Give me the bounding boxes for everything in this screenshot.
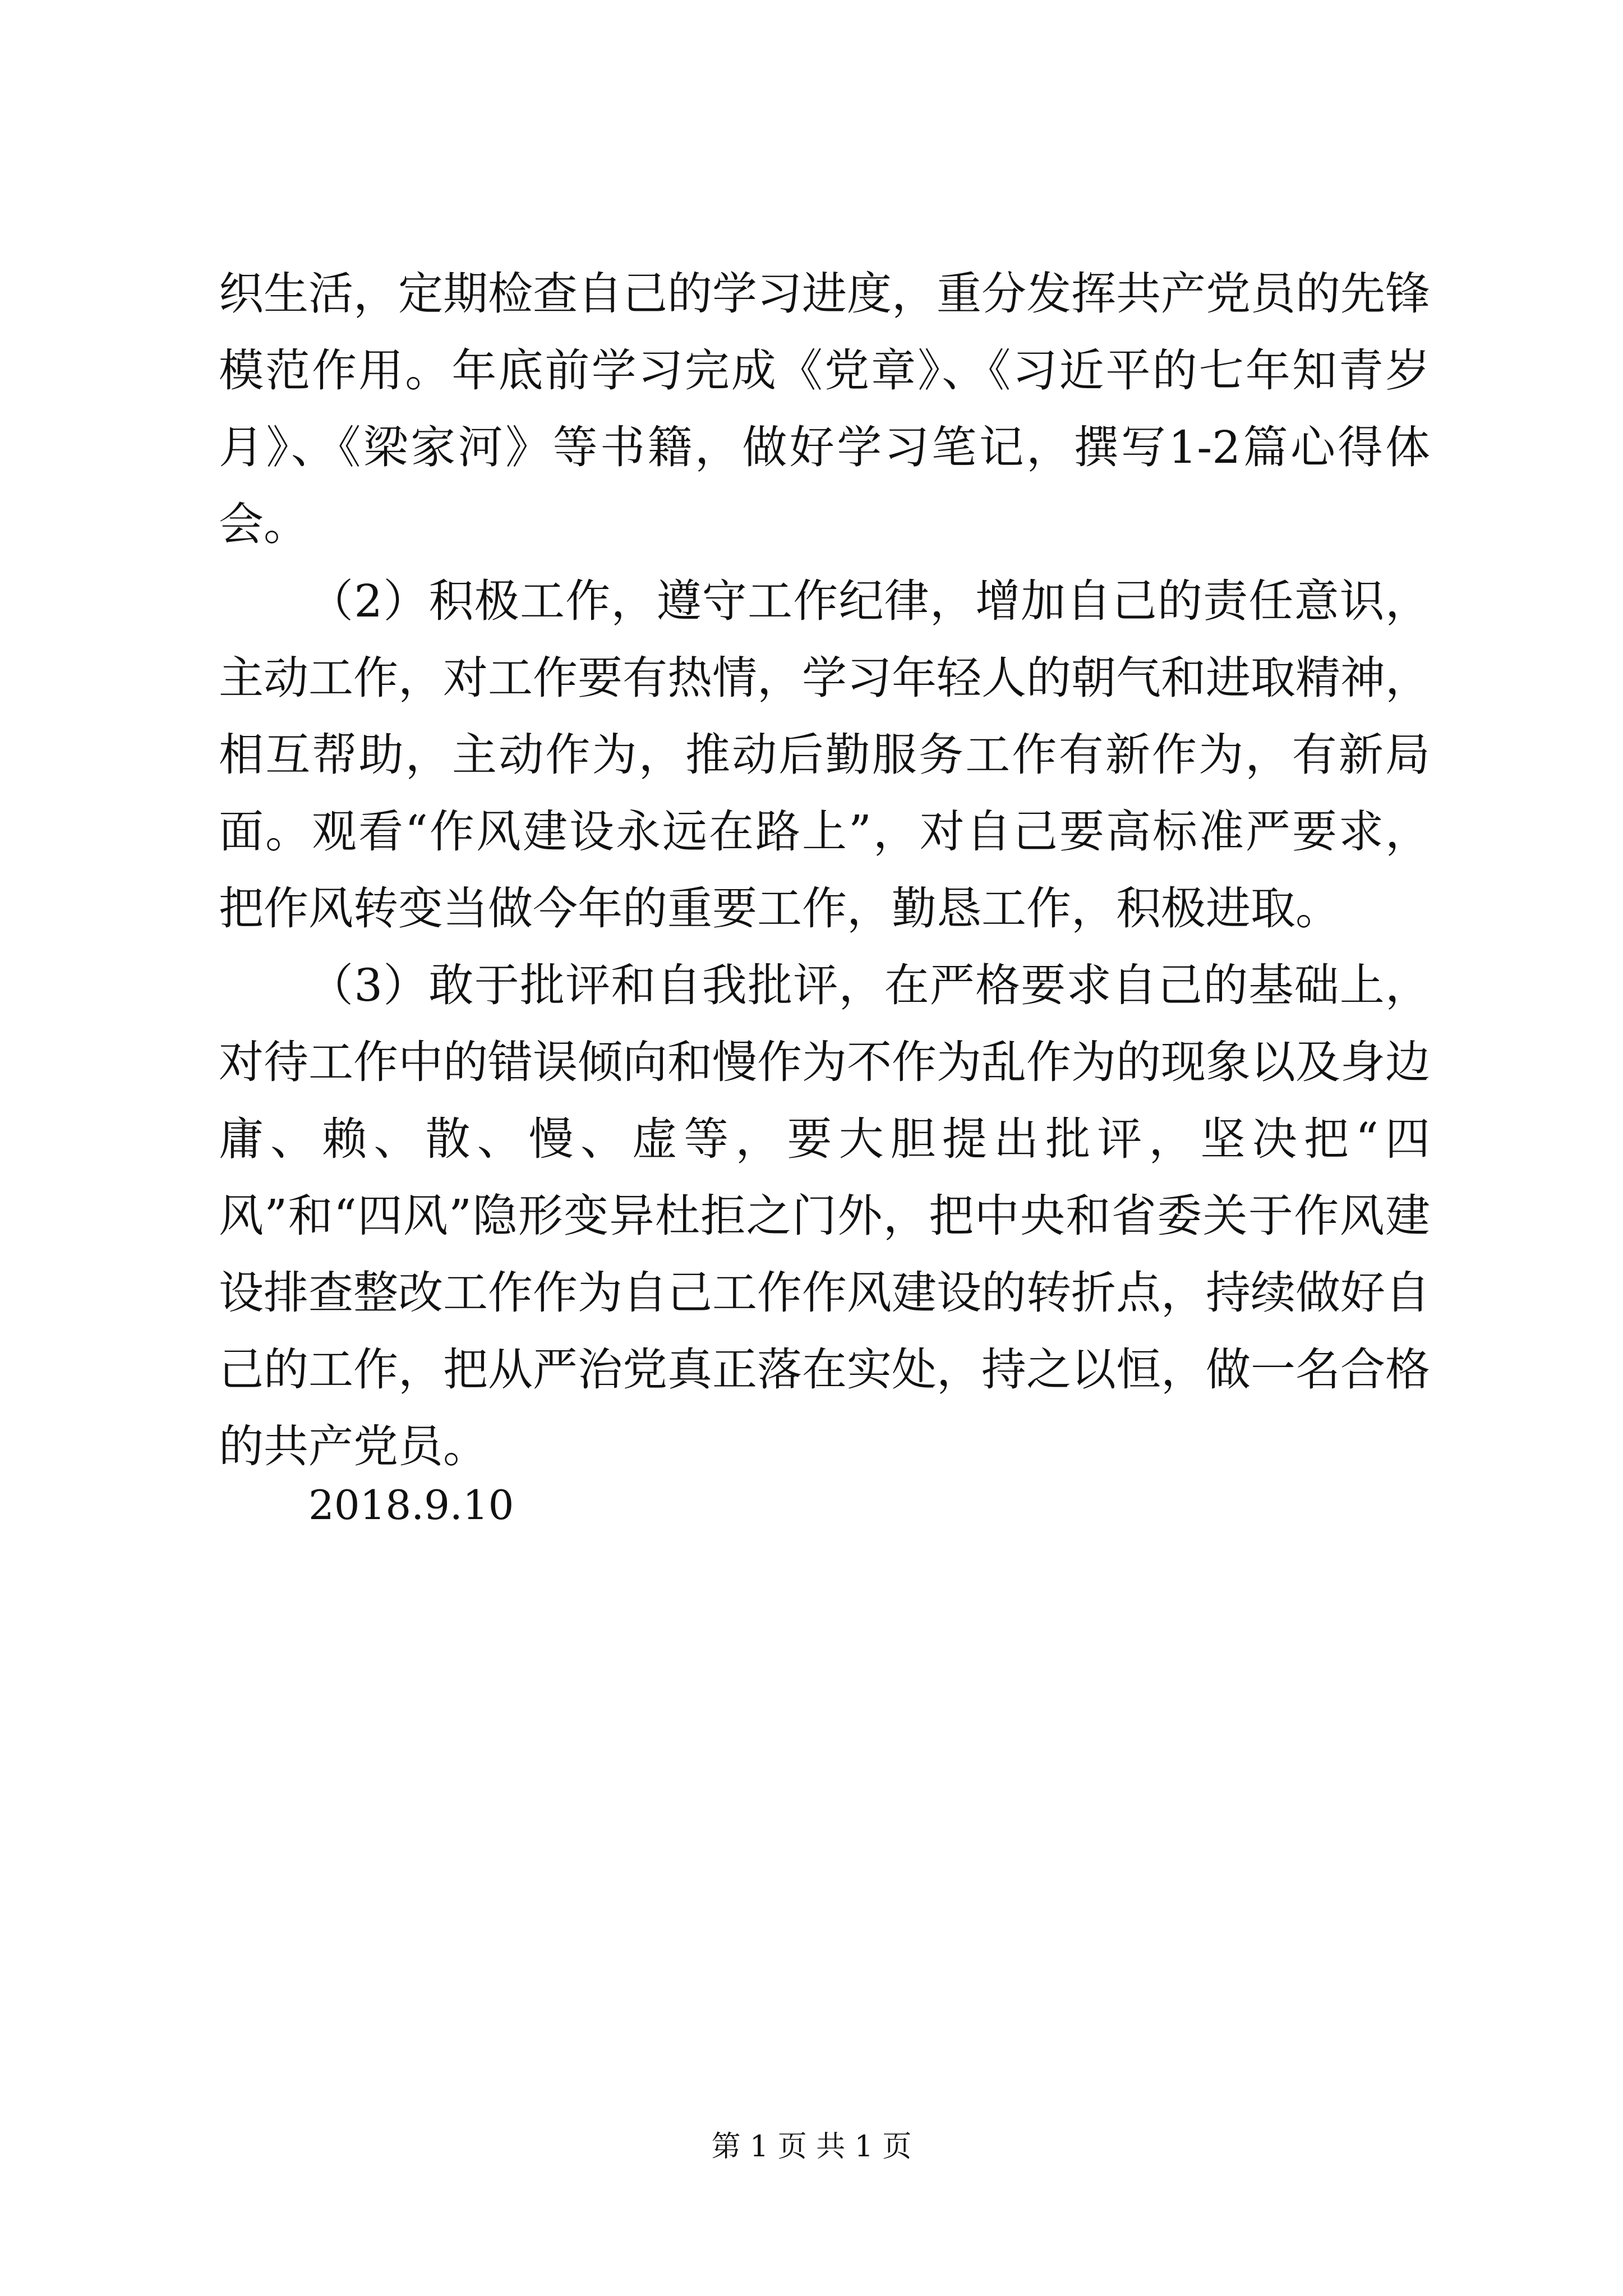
paragraph-item-3: （3）敢于批评和自我批评，在严格要求自己的基础上，对待工作中的错误倾向和慢作为不作为乱作为的现象以及身边庸、赖、散、慢、虚等，要大胆提出批评，坚决把“四风”和“四风”隐形变异杜拒之门外，把中央和省委关于作风建设排查整改工作作为自己工作作风建设的转折点，持续做好自己的工作，把从严治党真正落在实处，持之以恒，做一名合格的共产党员。	[219, 959, 1430, 1473]
document-date: 2018.9.10	[308, 1481, 514, 1529]
paragraph-item-2: （2）积极工作，遵守工作纪律，增加自己的责任意识，主动工作，对工作要有热情，学习年轻人的朝气和进取精神，相互帮助，主动作为，推动后勤服务工作有新作为，有新局面。观看“作风建设永远在路上”，对自己要高标准严要求，把作风转变当做今年的重要工作，勤恳工作，积极进取。	[219, 575, 1430, 935]
document-body	[219, 255, 1430, 1485]
page-footer: 第 1 页 共 1 页	[711, 2130, 912, 2164]
paragraph-continuation: 织生活，定期检查自己的学习进度，重分发挥共产党员的先锋模范作用。年底前学习完成《党章》、《习近平的七年知青岁月》、《梁家河》等书籍，做好学习笔记，撰写1-2篇心得体会。	[219, 268, 1430, 550]
